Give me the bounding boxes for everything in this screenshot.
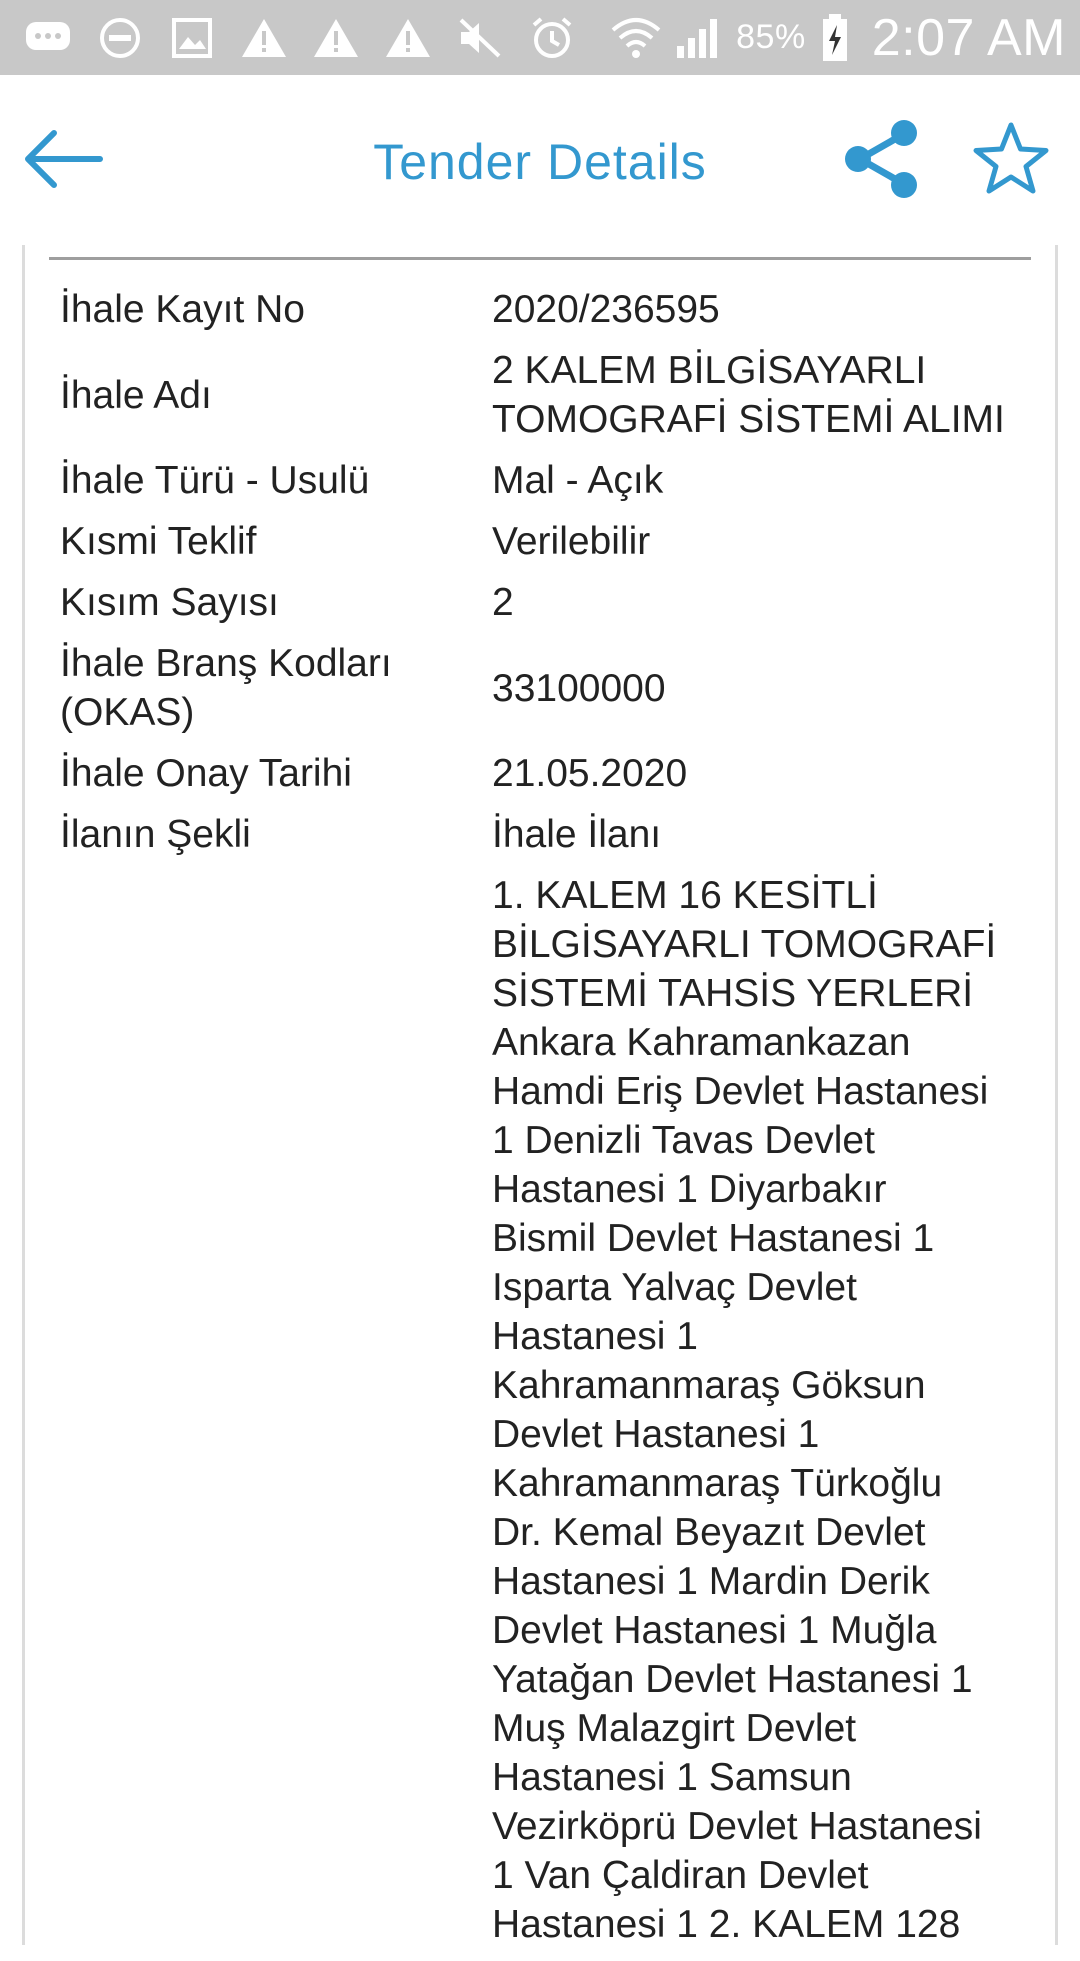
detail-row-partial-offer xyxy=(60,517,1050,566)
do-not-disturb-icon xyxy=(96,14,144,62)
system-status xyxy=(612,8,1066,68)
status-bar xyxy=(0,0,1080,75)
detail-label xyxy=(60,871,492,1949)
app-bar xyxy=(0,75,1080,245)
detail-row-registration-no xyxy=(60,285,1050,334)
detail-row-description xyxy=(60,871,1050,1949)
detail-row-branch-codes xyxy=(60,639,1050,737)
detail-description-text: 1. KALEM 16 KESİTLİ BİLGİSAYARLI TOMOGRAFİ SİSTEMİ TAHSİS YERLERİ Ankara Kahramankazan Hamdi Eriş Devlet Hastanesi 1 Denizli Tavas Devlet Hastanesi 1 Diyarbakır Bismil Devlet Hastanesi 1 Isparta Yalvaç Devlet Hastanesi 1 Kahramanmaraş Göksun Devlet Hastanesi 1 Kahramanmaraş Türkoğlu Dr. Kemal Beyazıt Devlet Hastanesi 1 Mardin Derik Devlet Hastanesi 1 Muğla Yatağan Devlet Hastanesi 1 Muş Malazgirt Devlet Hastanesi 1 Samsun Vezirköprü Devlet Hastanesi 1 Van Çaldiran Devlet Hastanesi 1 2. KALEM 128 xyxy=(492,874,997,1946)
divider xyxy=(49,257,1031,260)
alarm-icon xyxy=(528,14,576,62)
favorite-button[interactable] xyxy=(970,119,1052,201)
battery-percentage: 85% xyxy=(736,18,806,56)
notification-icons xyxy=(24,14,576,62)
detail-label: İhale Adı xyxy=(60,373,212,417)
clock: 2:07 AM xyxy=(871,8,1066,67)
detail-list xyxy=(60,285,1050,1961)
wifi-icon xyxy=(612,14,660,62)
mute-icon xyxy=(456,14,504,62)
detail-value: İhale İlanı xyxy=(492,813,662,856)
detail-label: İhale Kayıt No xyxy=(60,288,305,331)
image-icon xyxy=(168,14,216,62)
page-title: Tender Details xyxy=(373,134,707,190)
detail-label: İhale Onay Tarihi xyxy=(60,752,352,795)
detail-label: Kısmi Teklif xyxy=(60,520,257,563)
share-button[interactable] xyxy=(840,117,924,201)
share-icon xyxy=(840,117,924,201)
warning-icon xyxy=(312,14,360,62)
detail-label: İhale Türü - Usulü xyxy=(60,459,370,502)
detail-value: 21.05.2020 xyxy=(492,752,688,795)
detail-value: 2 xyxy=(492,581,514,624)
detail-value: 2 KALEM BİLGİSAYARLI TOMOGRAFİ SİSTEMİ ALIMI xyxy=(492,349,1005,441)
detail-value: 33100000 xyxy=(492,666,666,710)
detail-row-tender-name xyxy=(60,346,1050,444)
detail-value: 2020/236595 xyxy=(492,288,720,331)
detail-value: Verilebilir xyxy=(492,520,651,563)
warning-icon xyxy=(240,14,288,62)
detail-row-announcement-type xyxy=(60,810,1050,859)
warning-icon xyxy=(384,14,432,62)
star-outline-icon xyxy=(970,119,1052,201)
detail-row-tender-type xyxy=(60,456,1050,505)
detail-label: İlanın Şekli xyxy=(60,813,251,856)
tender-detail-card xyxy=(22,245,1058,1945)
detail-row-part-count xyxy=(60,578,1050,627)
detail-value: Mal - Açık xyxy=(492,459,664,502)
battery-charging-icon xyxy=(820,14,850,62)
detail-label: İhale Branş Kodları (OKAS) xyxy=(60,642,392,734)
chat-bubble-icon xyxy=(24,14,72,62)
detail-label: Kısım Sayısı xyxy=(60,581,279,624)
signal-icon xyxy=(674,14,722,62)
detail-row-approval-date xyxy=(60,749,1050,798)
